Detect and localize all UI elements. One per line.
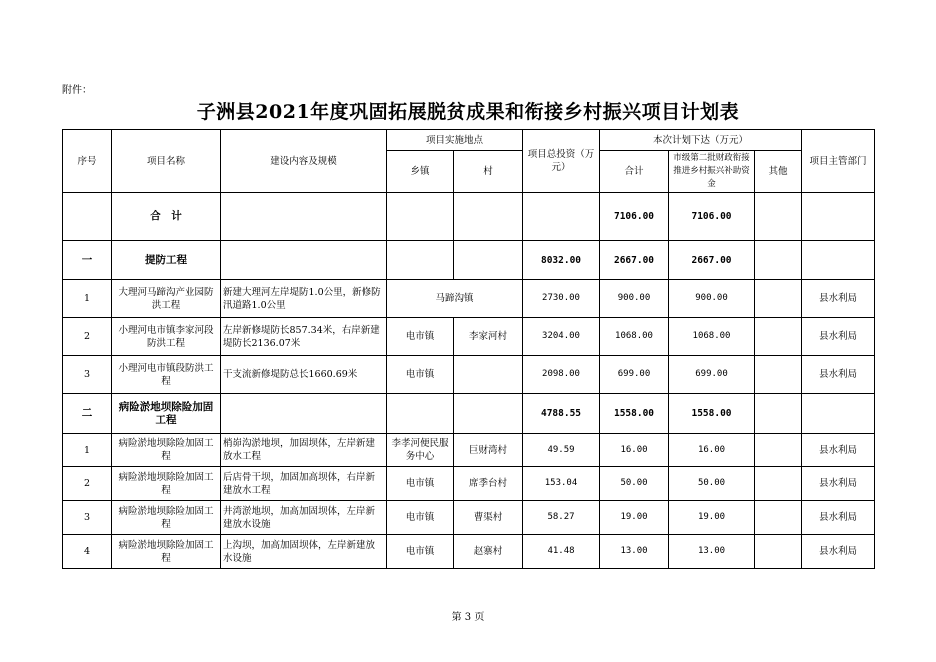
row-village: 席季台村 [454, 467, 523, 501]
row-other [755, 467, 802, 501]
header-city-fund: 市级第二批财政衔接推进乡村振兴补助资金 [669, 151, 755, 193]
row-town: 李孝河便民服务中心 [387, 434, 454, 467]
table-row [63, 356, 875, 394]
section-seq: 一 [63, 241, 112, 280]
row-subtotal: 50.00 [600, 467, 669, 501]
row-total: 49.59 [523, 434, 600, 467]
row-city-fund: 699.00 [669, 356, 755, 394]
row-dept: 县水利局 [802, 535, 875, 569]
section-row [63, 241, 875, 280]
header-location: 项目实施地点 [387, 130, 523, 151]
total-row [63, 193, 875, 241]
row-dept: 县水利局 [802, 356, 875, 394]
header-content: 建设内容及规模 [221, 130, 387, 193]
project-plan-table [62, 129, 875, 569]
row-subtotal: 16.00 [600, 434, 669, 467]
header-total: 项目总投资（万元） [523, 130, 600, 193]
row-name: 病险淤地坝除险加固工程 [112, 535, 221, 569]
row-content: 左岸新修堤防长857.34米，右岸新建堤防长2136.07米 [221, 318, 387, 356]
row-dept: 县水利局 [802, 434, 875, 467]
row-content: 干支流新修堤防总长1660.69米 [221, 356, 387, 394]
header-batch: 本次计划下达（万元） [600, 130, 802, 151]
row-content: 井湾淤地坝，加高加固坝体，左岸新建放水设施 [221, 501, 387, 535]
row-town: 马蹄沟镇 [387, 280, 523, 318]
row-name: 病险淤地坝除险加固工程 [112, 434, 221, 467]
total-city-fund: 7106.00 [669, 193, 755, 241]
section-city-fund: 1558.00 [669, 394, 755, 434]
section-name: 提防工程 [112, 241, 221, 280]
table-row [63, 318, 875, 356]
header-dept: 项目主管部门 [802, 130, 875, 193]
total-label: 合 计 [112, 193, 221, 241]
row-other [755, 280, 802, 318]
row-seq: 1 [63, 280, 112, 318]
row-dept: 县水利局 [802, 501, 875, 535]
table-row [63, 467, 875, 501]
total-subtotal: 7106.00 [600, 193, 669, 241]
section-city-fund: 2667.00 [669, 241, 755, 280]
table-row [63, 535, 875, 569]
row-seq: 4 [63, 535, 112, 569]
row-town: 电市镇 [387, 356, 454, 394]
row-seq: 3 [63, 501, 112, 535]
row-name: 小理河电市镇李家河段防洪工程 [112, 318, 221, 356]
row-seq: 2 [63, 467, 112, 501]
row-subtotal: 13.00 [600, 535, 669, 569]
row-town: 电市镇 [387, 318, 454, 356]
section-total: 8032.00 [523, 241, 600, 280]
row-other [755, 318, 802, 356]
table-row [63, 501, 875, 535]
row-content: 上沟坝，加高加固坝体，左岸新建放水设施 [221, 535, 387, 569]
row-village [454, 356, 523, 394]
row-dept: 县水利局 [802, 318, 875, 356]
section-seq: 二 [63, 394, 112, 434]
row-city-fund: 50.00 [669, 467, 755, 501]
row-total: 41.48 [523, 535, 600, 569]
row-dept: 县水利局 [802, 280, 875, 318]
row-seq: 1 [63, 434, 112, 467]
page-number: 第 3 页 [451, 612, 485, 623]
row-town: 电市镇 [387, 467, 454, 501]
row-dept: 县水利局 [802, 467, 875, 501]
row-other [755, 535, 802, 569]
table-row [63, 280, 875, 318]
header-subtotal: 合计 [600, 151, 669, 193]
header-other: 其他 [755, 151, 802, 193]
section-total: 4788.55 [523, 394, 600, 434]
row-other [755, 356, 802, 394]
row-seq: 2 [63, 318, 112, 356]
page-title: 子洲县2021年度巩固拓展脱贫成果和衔接乡村振兴项目计划表 [196, 101, 740, 123]
section-subtotal: 2667.00 [600, 241, 669, 280]
header-seq: 序号 [63, 130, 112, 193]
row-other [755, 434, 802, 467]
row-city-fund: 19.00 [669, 501, 755, 535]
row-subtotal: 1068.00 [600, 318, 669, 356]
row-total: 2098.00 [523, 356, 600, 394]
row-total: 3204.00 [523, 318, 600, 356]
row-content: 后店骨干坝，加固加高坝体，右岸新建放水工程 [221, 467, 387, 501]
row-total: 58.27 [523, 501, 600, 535]
header-name: 项目名称 [112, 130, 221, 193]
row-name: 病险淤地坝除险加固工程 [112, 467, 221, 501]
row-name: 病险淤地坝除险加固工程 [112, 501, 221, 535]
row-town: 电市镇 [387, 535, 454, 569]
header-town: 乡镇 [387, 151, 454, 193]
row-town: 电市镇 [387, 501, 454, 535]
row-village: 曹渠村 [454, 501, 523, 535]
row-content: 梢峁沟淤地坝，加固坝体，左岸新建放水工程 [221, 434, 387, 467]
row-subtotal: 19.00 [600, 501, 669, 535]
row-subtotal: 900.00 [600, 280, 669, 318]
row-name: 大理河马蹄沟产业园防洪工程 [112, 280, 221, 318]
row-village: 赵寨村 [454, 535, 523, 569]
section-subtotal: 1558.00 [600, 394, 669, 434]
row-village: 李家河村 [454, 318, 523, 356]
row-city-fund: 13.00 [669, 535, 755, 569]
row-village: 巨财湾村 [454, 434, 523, 467]
row-city-fund: 1068.00 [669, 318, 755, 356]
row-name: 小理河电市镇段防洪工程 [112, 356, 221, 394]
table-row [63, 434, 875, 467]
section-name: 病险淤地坝除险加固工程 [112, 394, 221, 434]
header-village: 村 [454, 151, 523, 193]
section-row [63, 394, 875, 434]
row-other [755, 501, 802, 535]
row-city-fund: 900.00 [669, 280, 755, 318]
row-total: 153.04 [523, 467, 600, 501]
row-content: 新建大理河左岸堤防1.0公里，新修防汛道路1.0公里 [221, 280, 387, 318]
row-seq: 3 [63, 356, 112, 394]
row-city-fund: 16.00 [669, 434, 755, 467]
row-subtotal: 699.00 [600, 356, 669, 394]
row-total: 2730.00 [523, 280, 600, 318]
attachment-label: 附件： [62, 85, 92, 96]
